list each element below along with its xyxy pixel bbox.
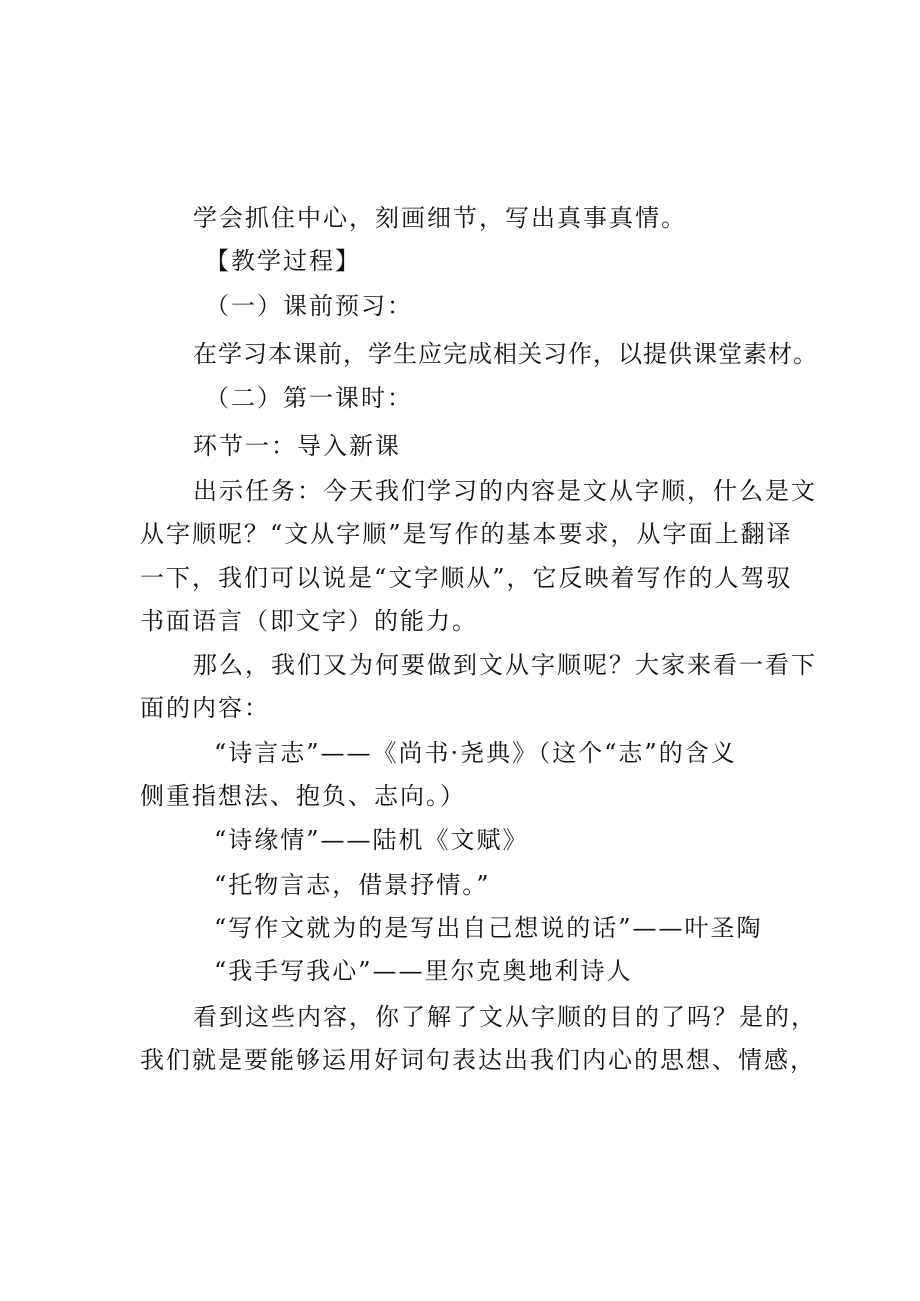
paragraph-why-line-2: 面的内容： <box>140 694 270 722</box>
paragraph-why-line-1: 那么，我们又为何要做到文从字顺呢？大家来看一看下 <box>193 651 817 679</box>
subheading-first-lesson: （二）第一课时： <box>205 384 413 412</box>
paragraph-task-line-1: 出示任务：今天我们学习的内容是文从字顺，什么是文 <box>193 477 817 505</box>
step-heading-intro: 环节一：导入新课 <box>193 432 401 460</box>
quote-tuowuyanzhi: “托物言志，借景抒情。” <box>214 871 491 899</box>
quote-shiyanzhi-line-2: 侧重指想法、抱负、志向。） <box>140 782 466 810</box>
paragraph-conclusion-line-2: 我们就是要能够运用好词句表达出我们内心的思想、情感， <box>140 1046 816 1074</box>
quote-ye-shengtao: “写作文就为的是写出自己想说的话”——叶圣陶 <box>214 914 763 942</box>
paragraph-conclusion-line-1: 看到这些内容，你了解了文从字顺的目的了吗？是的， <box>193 1003 817 1031</box>
quote-shiyuanqing: “诗缘情”——陆机《文赋》 <box>214 826 529 854</box>
quote-shiyanzhi-line-1: “诗言志”——《尚书·尧典》（这个“志”的含义 <box>214 739 737 767</box>
paragraph-task-line-2: 从字顺呢？“文从字顺”是写作的基本要求，从字面上翻译 <box>140 520 793 548</box>
text-line-objective: 学会抓住中心，刻画细节，写出真事真情。 <box>193 204 687 232</box>
quote-rilke: “我手写我心”——里尔克奥地利诗人 <box>214 957 633 985</box>
paragraph-task-line-3: 一下，我们可以说是“文字顺从”，它反映着写作的人驾驭 <box>140 564 793 592</box>
paragraph-task-line-4: 书面语言（即文字）的能力。 <box>140 607 478 635</box>
text-line-preview-detail: 在学习本课前，学生应完成相关习作，以提供课堂素材。 <box>193 340 818 368</box>
section-heading-teaching-process: 【教学过程】 <box>205 247 361 275</box>
subheading-pre-class-preview: （一）课前预习： <box>205 292 413 320</box>
